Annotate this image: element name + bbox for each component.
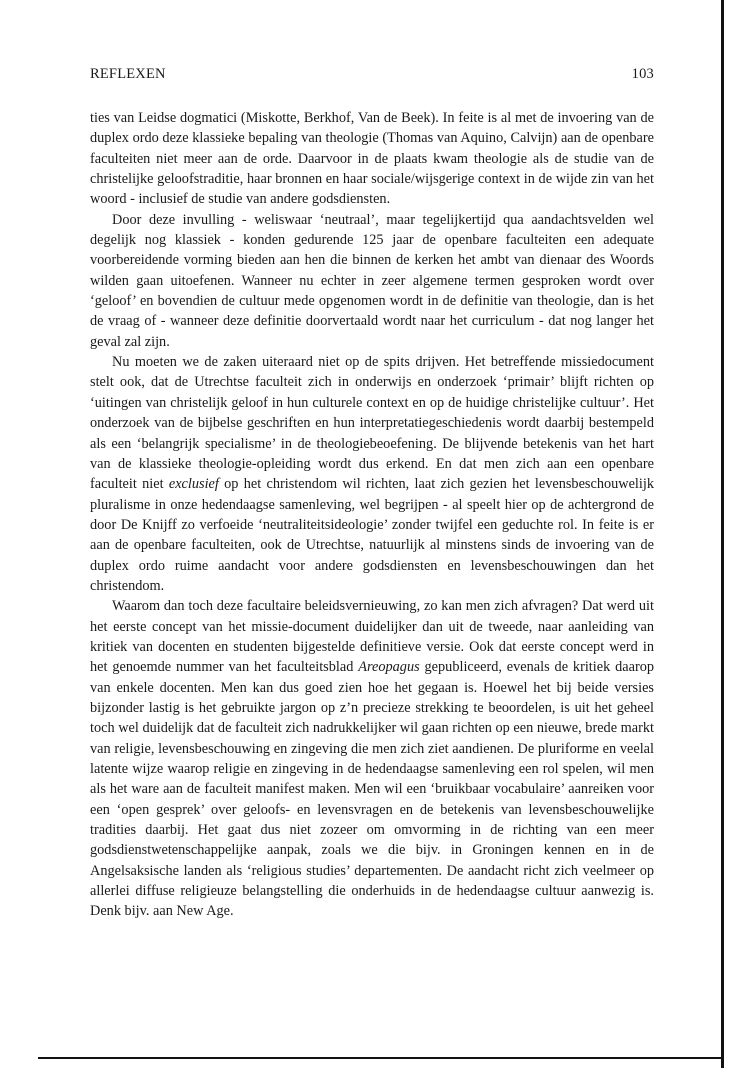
paragraph-2: Door deze invulling - weliswaar ‘neutraal’, maar tegelijkertijd qua aandachtsvelden wel degelijk nog klassiek - konden gedurende 125 jaar de openbare faculteiten een adequate voorbereidende vorming bieden aan hen die binnen de kerken het ambt van dienaar des Woords wilden gaan uitoefenen. Wanneer nu echter in zeer algemene termen gesproken wordt over ‘geloof’ en bovendien de cultuur mede opgenomen wordt in de definitie van theologie, dan is het de vraag of - wanneer deze definitie doorvertaald wordt naar het curriculum - dat nog langer het geval zal zijn. <box>90 211 654 350</box>
paragraph-1: ties van Leidse dogmatici (Miskotte, Berkhof, Van de Beek). In feite is al met de invoering van de duplex ordo deze klassieke bepaling van theologie (Thomas van Aquino, Calvijn) aan de openbare faculteiten niet meer aan de orde. Daarvoor in de plaats kwam theologie als de studie van de christelijke geloofstraditie, haar bronnen en haar sociale/wijsgerige context in de wijde zin van het woord - inclusief de studie van andere godsdiensten. <box>90 110 654 208</box>
page-edge-rule <box>721 0 724 1068</box>
page-number: 103 <box>631 66 654 82</box>
paragraph-3 <box>90 352 654 596</box>
emphasis-exclusief: exclusief <box>168 476 219 493</box>
paragraph-4-text-b: gepubliceerd, evenals de kritiek daarop van enkele docenten. Men kan dus goed zien hoe het gegaan is. Hoewel het bij beide versies bijzonder lastig is het gebruikte jargon op z’n precieze strekking te beoordelen, is uit het geheel toch wel duidelijk dat de faculteit zich nadrukkelijker wil gaan richten op een nieuwe, brede markt van religie, levensbeschouwing en zingeving die men zich ziet aandienen. De pluriforme en veelal latente wijze waarop religie en zingeving in de hedendaagse samenleving een rol spelen, wil men als het ware aan de faculteit manifest maken. Men wil een ‘bruikbaar vocabulaire’ aanreiken voor een ‘open gesprek’ over geloofs- en levensvragen en de betekenis van levensbeschouwelijke tradities daarbij. Het gaat dus niet zozeer om omvorming in de richting van een meer godsdienstwetenschappelijke aanpak, zoals we die bijv. in Groningen kennen en in de Angelsaksische landen als ‘religious studies’ departementen. De aandacht richt zich veelmeer op allerlei diffuse religieuze belangstelling die onderhuids in de hedendaagse cultuur aanwezig is. Denk bijv. aan New Age. <box>90 659 655 920</box>
paragraph-4-text-a: Waarom dan toch deze facultaire beleidsvernieuwing, zo kan men zich afvragen? Dat werd uit het eerste concept van het missie-document duidelijker dan uit de tweede, naar aanleiding van kritiek van docenten en studenten bijgestelde definitieve versie. Ook dat eerste concept werd in het genoemde nummer van het faculteitsblad <box>90 598 654 676</box>
paragraph-3-text-a: Nu moeten we de zaken uiteraard niet op de spits drijven. Het betreffende missiedocument stelt ook, dat de Utrechtse faculteit zich in onderwijs en onderzoek ‘primair’ blijft richten op ‘uitingen van christelijk geloof in hun culturele context en op de huidige christelijke cultuur’. Het onderzoek van de bijbelse geschriften en hun interpretatiegeschiedenis wordt daarbij bestempeld als een ‘belangrijk specialisme’ in de theologiebeoefening. De blijvende betekenis van het hart van de klassieke theologie-opleiding wordt dus erkend. En dat men zich aan een openbare faculteit niet <box>90 354 654 493</box>
bottom-rule <box>38 1057 722 1059</box>
paragraph-3-text-b: op het christendom wil richten, laat zich gezien het levensbeschouwelijk pluralisme in onze hedendaagse samenleving, wel begrijpen - al speelt hier op de achtergrond de door De Knijff zo verfoeide ‘neutraliteitsideologie’ zonder twijfel een geduchte rol. In feite is er aan de openbare faculteiten, ook de Utrechtse, natuurlijk al minstens sinds de invoering van de duplex ordo ruime aandacht voor andere godsdiensten en levensbeschouwingen dan het christendom. <box>90 476 655 594</box>
paragraph-4 <box>90 596 654 922</box>
running-head: REFLEXEN <box>90 66 166 82</box>
body-text <box>90 108 654 922</box>
emphasis-areopagus: Areopagus <box>358 659 420 676</box>
